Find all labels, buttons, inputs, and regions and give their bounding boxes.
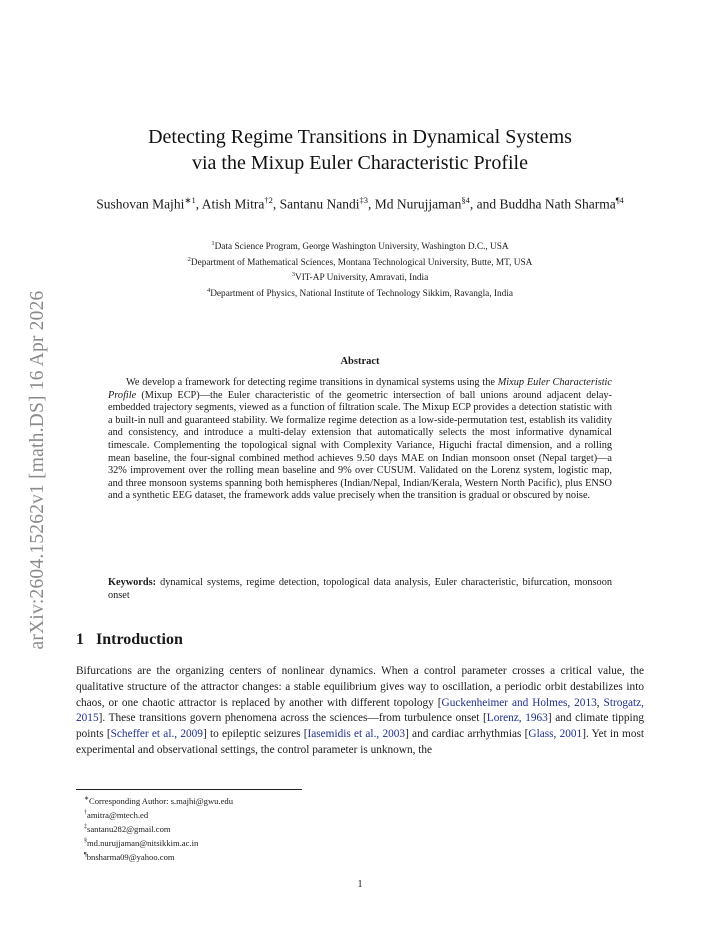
abstract-text: (Mixup ECP)—the Euler characteristic of the geometric intersection of ball unions around adjacent delay-embedded trajectory segments, viewed as a function of filtration scale. The Mixup ECP provides a detection statistic with a built-in null and guaranteed stability. We formalize regime detection as a low-side-permutation test, establish its validity and consistency, and introduce a multi-delay extension that automatically selects the most informative dynamical timescale. Complementing the topological signal with Complexity Variance, Higuchi fractal dimension, and a rolling mean baseline, the four-signal combined method achieves 9.50 days MAE on Indian monsoon onset (Nepal target)—a 32% improvement over the rolling mean baseline and 9% over CUSUM. Validated on the Lorenz system, logistic map, and three monsoon systems spanning both hemispheres (Indian/Nepal, Indian/Kerala, Western North Pacific), plus ENSO and a synthetic EEG dataset, the framework adds value precisely when the transition is gradual or obscured by noise. (108, 389, 612, 502)
abstract-heading: Abstract (340, 356, 380, 367)
affiliation-list (80, 238, 640, 300)
citation-link[interactable]: Lorenz, 1963 (486, 712, 548, 725)
author-mark: §4 (461, 195, 470, 205)
body-text: ] and cardiac arrhythmias [ (405, 728, 529, 741)
body-text: Bifurcations are the organizing centers of nonlinear dynamics. When a control parameter crosses a critical value, the qualitative structure of the attractor changes: a stable equilibrium gives way to oscillation, a periodic orbit destabilizes into chaos, or one chaotic attractor is replaced by another with different topology [ (76, 665, 644, 709)
citation-link[interactable]: Strogatz, 2015 (76, 696, 645, 725)
body-text: ] to epileptic seizures [ (202, 728, 308, 741)
arxiv-stamp: arXiv:2604.15262v1 [math.DS] 16 Apr 2026 (27, 290, 48, 650)
footnote (84, 793, 233, 807)
citation-link[interactable]: Glass, 2001 (528, 728, 583, 741)
paper-title (60, 124, 660, 176)
affiliation-number: 4 (206, 286, 211, 294)
citation-link[interactable]: Guckenheimer and Holmes, 2013 (441, 696, 597, 709)
intro-paragraph (76, 664, 644, 759)
affiliation-text: Department of Physics, National Institute of Technology Sikkim, Ravangla, India (210, 288, 514, 299)
affiliation-number: 2 (187, 255, 191, 263)
keywords-text: dynamical systems, regime detection, topological data analysis, Euler characteristic, bifurcation, monsoon onset (108, 577, 612, 601)
citation-link[interactable]: Scheffer et al., 2009 (110, 728, 203, 741)
author-name: Buddha Nath Sharma (499, 196, 616, 212)
affiliation (80, 254, 640, 270)
footnote-text: santanu282@gmail.com (87, 823, 171, 834)
affiliation (80, 285, 640, 301)
affiliation-text: Data Science Program, George Washington University, Washington D.C., USA (214, 242, 509, 253)
footnote-list (84, 793, 233, 863)
footnote-text: bnsharma09@yahoo.com (86, 851, 175, 862)
footnote-text: md.nurujjaman@nitsikkim.ac.in (87, 837, 199, 848)
author-name: Md Nurujjaman (374, 196, 462, 212)
footnote (84, 849, 233, 863)
footnote-text: Corresponding Author: s.majhi@gwu.edu (89, 795, 234, 806)
author-mark: †2 (264, 195, 273, 205)
authors-conjunction: and (476, 196, 497, 212)
citation-link[interactable]: Iasemidis et al., 2003 (307, 728, 406, 741)
abstract-intro: We develop a framework for detecting regime transitions in dynamical systems using the (126, 377, 498, 388)
footnote (84, 807, 233, 821)
body-text: , (596, 696, 604, 709)
author-mark: ‡3 (359, 195, 368, 205)
abstract-body (108, 377, 612, 503)
footnote (84, 835, 233, 849)
affiliation-number: 1 (211, 240, 215, 247)
footnote-mark: § (84, 837, 87, 844)
footnote-mark: ‡ (84, 823, 87, 830)
affiliation-text: VIT-AP University, Amravati, India (295, 273, 429, 284)
section-title: Introduction (96, 631, 183, 648)
author-name: Santanu Nandi (279, 196, 360, 212)
abstract-method-name: Mixup Euler Characteristic Profile (108, 377, 612, 401)
author-mark: ∗1 (184, 195, 196, 205)
author-mark: ¶4 (615, 195, 624, 205)
section-number: 1 (76, 631, 84, 648)
title-line-1: Detecting Regime Transitions in Dynamical Systems (148, 126, 572, 148)
author-name: Sushovan Majhi (96, 196, 185, 212)
author-list: Sushovan Majhi$^{∗1}$, Atish Mitra$^{\dagger 2}$, Santanu Nandi$^{\ddagger 3}$, Md Nurujjaman$^{\S 4}$, and Buddha Nath Sharma$^{\P 4}$ (96, 195, 624, 212)
body-text: ]. Yet in most experimental and observational settings, the control parameter is unknown, the (76, 728, 645, 756)
footnote-mark: ∗ (84, 796, 90, 802)
footnote-rule (76, 789, 302, 790)
footnote-mark: ¶ (84, 851, 87, 858)
body-text: ]. These transitions govern phenomena across the sciences—from turbulence onset [ (98, 712, 487, 725)
keywords (108, 577, 612, 602)
affiliation (80, 269, 640, 285)
keywords-label: Keywords: (108, 577, 157, 588)
page-number: 1 (357, 879, 363, 890)
body-text: ] and climate tipping points [ (76, 712, 644, 741)
section-heading (76, 631, 183, 649)
footnote-text: amitra@mtech.ed (87, 809, 149, 820)
title-line-2: via the Mixup Euler Characteristic Profile (191, 152, 528, 174)
author-name: Atish Mitra (201, 196, 265, 212)
footnote-mark: † (84, 809, 87, 816)
affiliation-text: Department of Mathematical Sciences, Montana Technological University, Butte, MT, USA (190, 257, 533, 268)
affiliation-number: 3 (291, 271, 295, 278)
footnote (84, 821, 233, 835)
affiliation (80, 238, 640, 254)
